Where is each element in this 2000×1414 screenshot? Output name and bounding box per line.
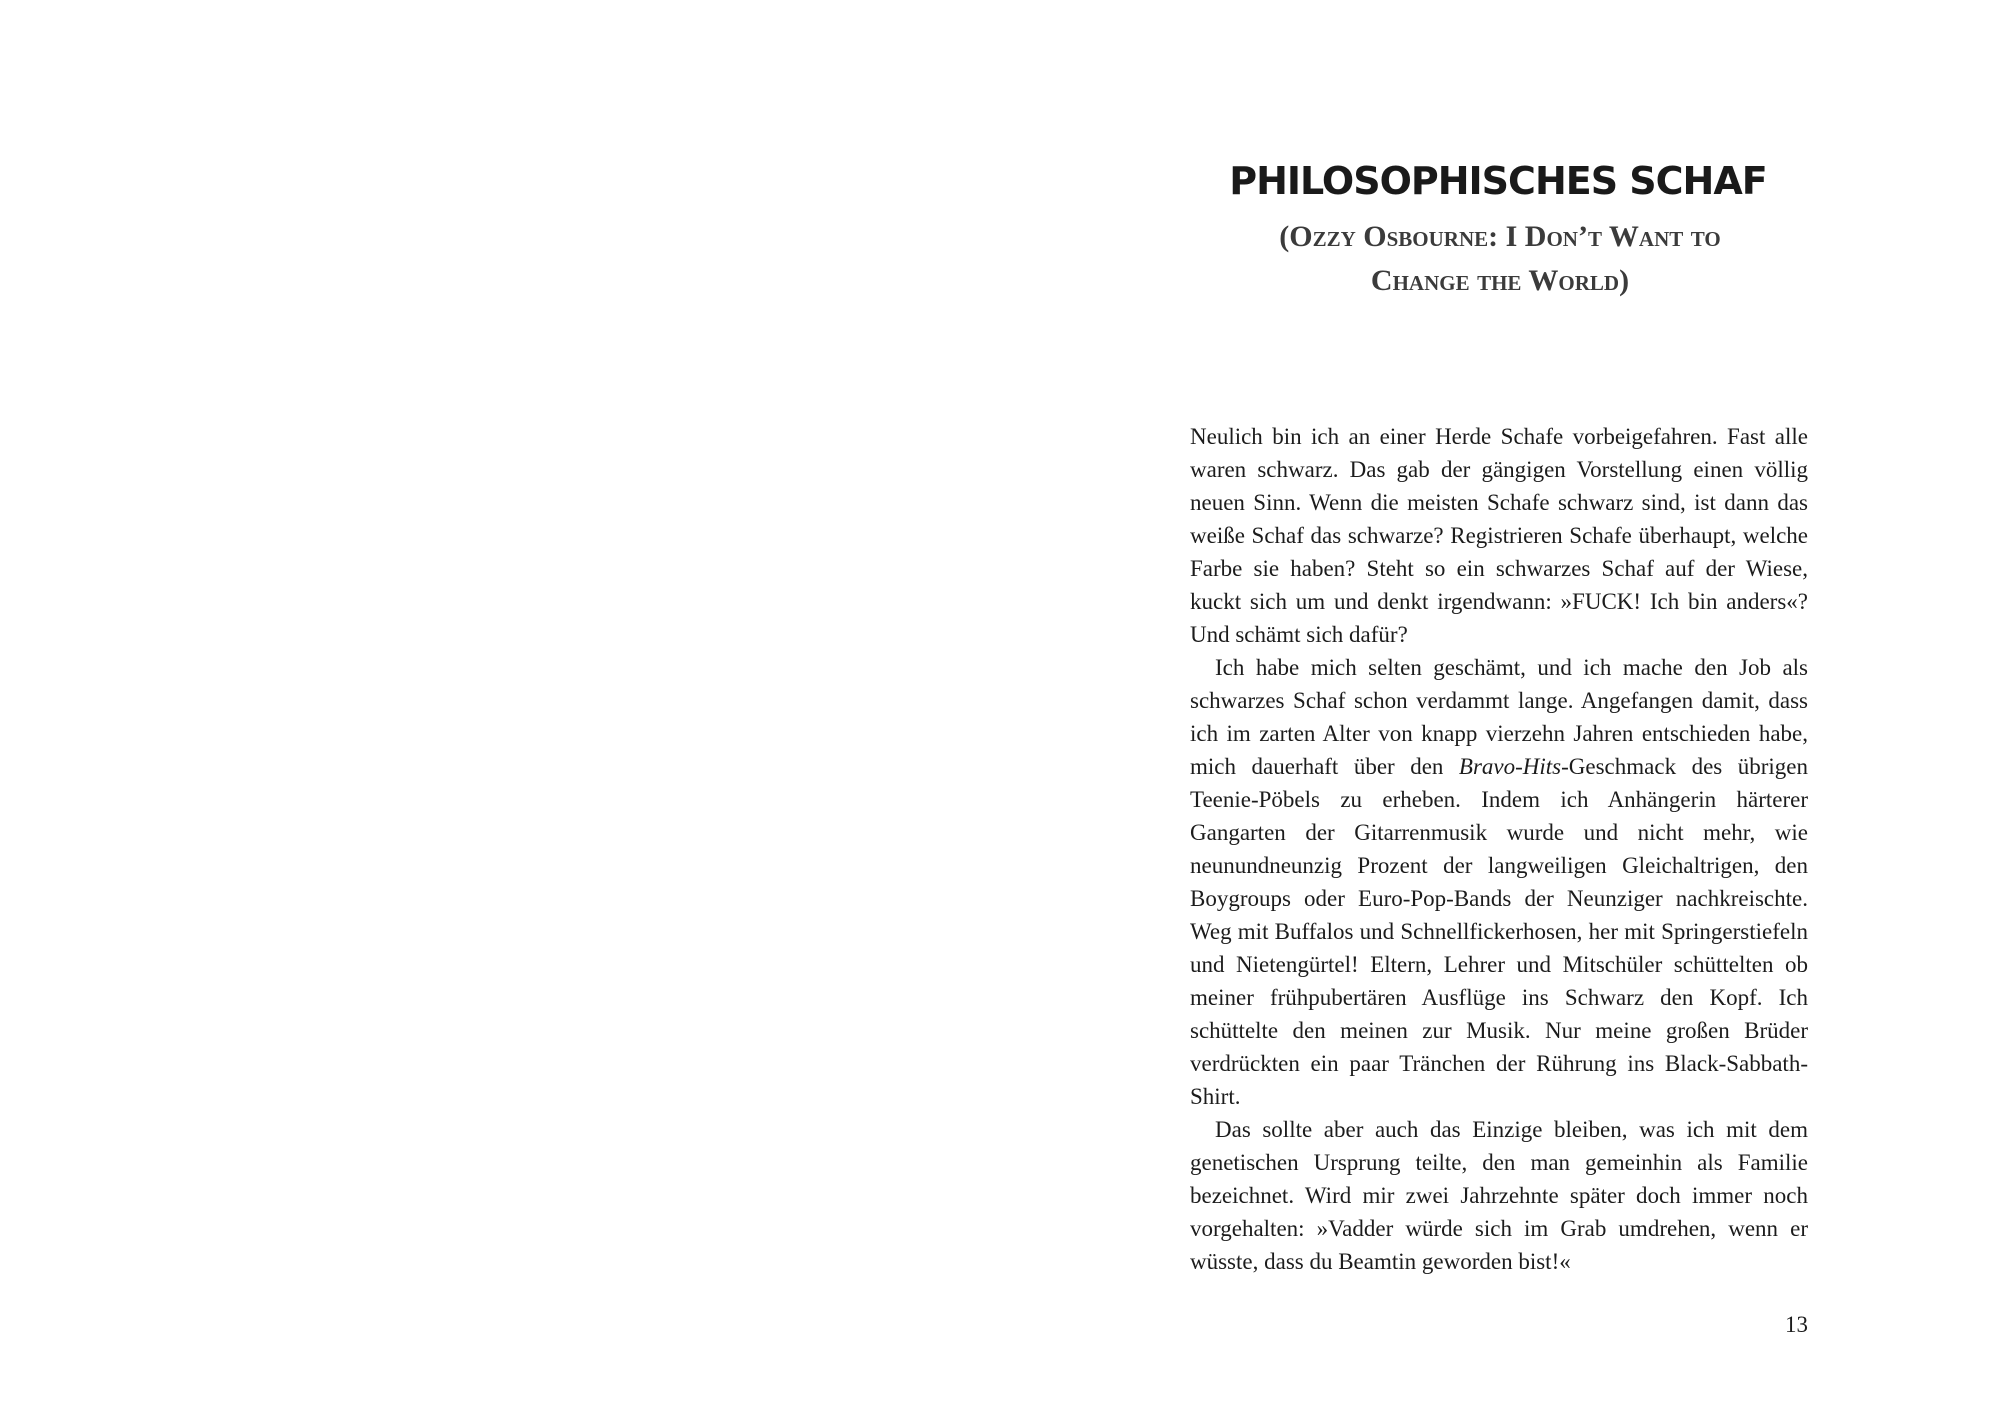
- body-text: [1190, 420, 1808, 1278]
- page-number: 13: [1785, 1312, 1808, 1337]
- paragraph-1: Neulich bin ich an einer Herde Schafe vorbeigefahren. Fast alle waren schwarz. Das gab der gängigen Vorstellung einen völlig neuen Sinn. Wenn die meisten Schafe schwarz sind, ist dann das weiße Schaf das schwarze? Registrieren Schafe überhaupt, welche Farbe sie haben? Steht so ein schwarzes Schaf auf der Wiese, kuckt sich um und denkt irgendwann: »FUCK! Ich bin anders«? Und schämt sich dafür?: [1190, 424, 1808, 647]
- paragraph-2: [1190, 651, 1808, 1113]
- paragraph-3: Das sollte aber auch das Einzige bleiben, was ich mit dem genetischen Ursprung teilte, den man gemeinhin als Familie bezeichnet. Wird mir zwei Jahrzehnte später doch immer noch vorgehalten: »Vadder würde sich im Grab umdrehen, wenn er wüsste, dass du Beamtin geworden bist!«: [1190, 1117, 1808, 1274]
- paragraph-2-before: Ich habe mich selten geschämt, und ich mache den Job als schwarzes Schaf schon verdammt lange. Angefangen damit, dass ich im zarten Alter von knapp vierzehn Jahren entschieden habe, mich dauerhaft über den: [1190, 655, 1808, 779]
- right-page: [1000, 0, 2000, 1414]
- chapter-title: PHILOSOPHISCHES SCHAF: [1229, 159, 1767, 203]
- paragraph-2-after: -Geschmack des übrigen Teenie-Pöbels zu erheben. Indem ich Anhängerin härterer Gangarten der Gitarrenmusik wurde und nicht mehr, wie neunundneunzig Prozent der langweiligen Gleichaltrigen, den Boygroups oder Euro-Pop-Bands der Neunziger nachkreischte. Weg mit Buffalos und Schnellfickerhosen, her mit Springerstiefeln und Nietengürtel! Eltern, Lehrer und Mitschüler schüttelten ob meiner frühpubertären Ausflüge ins Schwarz den Kopf. Ich schüttelte den meinen zur Musik. Nur meine großen Brüder verdrückten ein paar Tränchen der Rührung ins Black-Sabbath-Shirt.: [1190, 754, 1808, 1109]
- chapter-subtitle: (Ozzy Osbourne: I Don’t Want to Change the World): [1279, 220, 1721, 297]
- paragraph-2-italic: Bravo-Hits: [1458, 754, 1562, 779]
